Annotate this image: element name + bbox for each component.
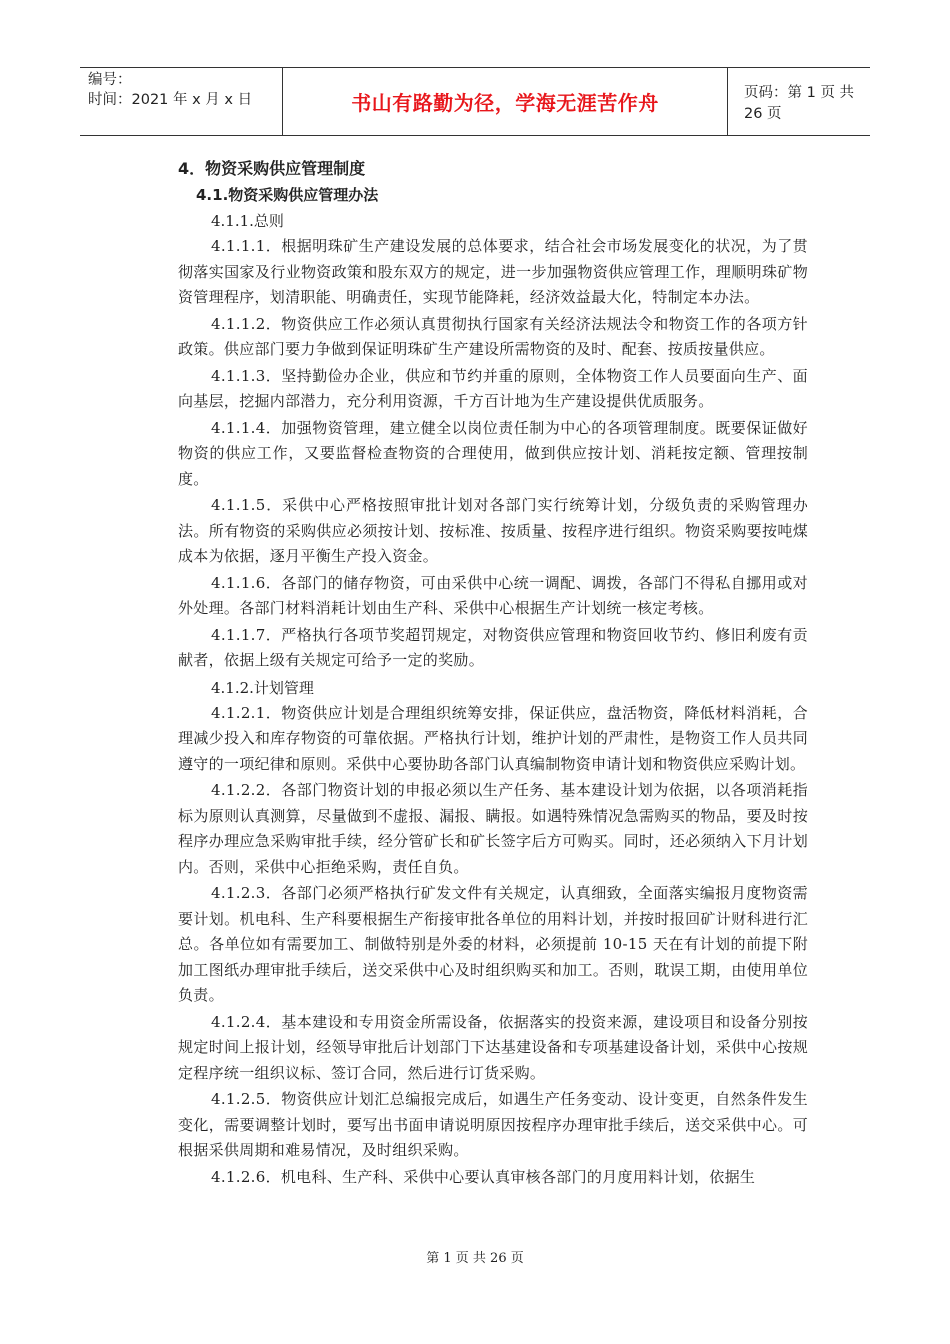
document-body [178, 156, 808, 1191]
paragraph: 4.1.2.1．物资供应计划是合理组织统筹安排，保证供应，盘活物资，降低材料消耗，合理减少投入和库存物资的可靠依据。严格执行计划，维护计划的严肃性，是物资工作人员共同遵守的一项纪律和原则。采供中心要协助各部门认真编制物资申请计划和物资供应采购计划。 [178, 703, 808, 773]
paragraph: 4.1.1.6．各部门的储存物资，可由采供中心统一调配、调拨，各部门不得私自挪用或对外处理。各部门材料消耗计划由生产科、采供中心根据生产计划统一核定考核。 [178, 573, 808, 617]
paragraph: 4.1.2.5．物资供应计划汇总编报完成后，如遇生产任务变动、设计变更，自然条件发生变化，需要调整计划时，要写出书面申请说明原因按程序办理审批手续后，送交采供中心。可根据采供周期和难易情况，及时组织采购。 [178, 1090, 808, 1159]
header-page-cell [728, 68, 870, 135]
page-footer [0, 1247, 950, 1266]
header-meta-cell [80, 68, 282, 135]
header-motto-cell [282, 68, 728, 135]
section-title: 4.1.物资采购供应管理办法 [196, 186, 379, 204]
paragraph: 4.1.2.3．各部门必须严格执行矿发文件有关规定，认真细致，全面落实编报月度物资需要计划。机电科、生产科要根据生产衔接审批各单位的用料计划，并按时报回矿计财科进行汇总。各单位如有需要加工、制做特别是外委的材料，必须提前 10-15 天在有计划的前提下附加工图纸办理审批手续后，送交采供中心及时组织购买和加工。否则，耽误工期，由使用单位负责。 [178, 884, 808, 1004]
paragraph: 4.1.2.2．各部门物资计划的申报必须以生产任务、基本建设计划为依据，以各项消耗指标为原则认真测算，尽量做到不虚报、漏报、瞒报。如遇特殊情况急需购买的物品，要及时按程序办理应急采购审批手续，经分管矿长和矿长签字后方可购买。同时，还必须纳入下月计划内。否则，采供中心拒绝采购，责任自负。 [178, 781, 808, 876]
chapter-title: 4．物资采购供应管理制度 [178, 159, 366, 178]
subsection-planning: 4.1.2.计划管理 [211, 678, 314, 697]
date-label: 时间：2021 年 x 月 x 日 [88, 92, 253, 108]
serial-label: 编号： [88, 72, 132, 88]
paragraph: 4.1.1.3．坚持勤俭办企业，供应和节约并重的原则，全体物资工作人员要面向生产、面向基层，挖掘内部潜力，充分利用资源，千方百计地为生产建设提供优质服务。 [178, 366, 808, 410]
footer-page-number: 第 1 页 共 26 页 [426, 1251, 524, 1266]
paragraph: 4.1.1.5．采供中心严格按照审批计划对各部门实行统筹计划，分级负责的采购管理办法。所有物资的采购供应必须按计划、按标准、按质量、按程序进行组织。物资采购要按吨煤成本为依据，逐月平衡生产投入资金。 [178, 496, 808, 565]
paragraph: 4.1.2.6．机电科、生产科、采供中心要认真审核各部门的月度用料计划，依据生 [211, 1167, 756, 1186]
document-header [80, 67, 870, 136]
motto-text: 书山有路勤为径，学海无涯苦作舟 [351, 91, 659, 115]
paragraph: 4.1.1.7．严格执行各项节奖超罚规定，对物资供应管理和物资回收节约、修旧利废有贡献者，依据上级有关规定可给予一定的奖励。 [178, 625, 808, 669]
page-info: 页码：第 1 页 共 26 页 [744, 84, 855, 122]
paragraph: 4.1.2.4．基本建设和专用资金所需设备，依据落实的投资来源，建设项目和设备分别按规定时间上报计划，经领导审批后计划部门下达基建设备和专项基建设备计划，采供中心按规定程序统一组织议标、签订合同，然后进行订货采购。 [178, 1012, 808, 1082]
paragraph: 4.1.1.2．物资供应工作必须认真贯彻执行国家有关经济法规法令和物资工作的各项方针政策。供应部门要力争做到保证明珠矿生产建设所需物资的及时、配套、按质按量供应。 [178, 314, 808, 358]
paragraph: 4.1.1.4．加强物资管理，建立健全以岗位责任制为中心的各项管理制度。既要保证做好物资的供应工作，又要监督检查物资的合理使用，做到供应按计划、消耗按定额、管理按制度。 [178, 418, 808, 488]
subsection-general: 4.1.1.总则 [211, 212, 284, 230]
paragraph: 4.1.1.1．根据明珠矿生产建设发展的总体要求，结合社会市场发展变化的状况，为了贯彻落实国家及行业物资政策和股东双方的规定，进一步加强物资供应管理工作，理顺明珠矿物资管理程序，划清职能、明确责任，实现节能降耗，经济效益最大化，特制定本办法。 [178, 237, 808, 306]
